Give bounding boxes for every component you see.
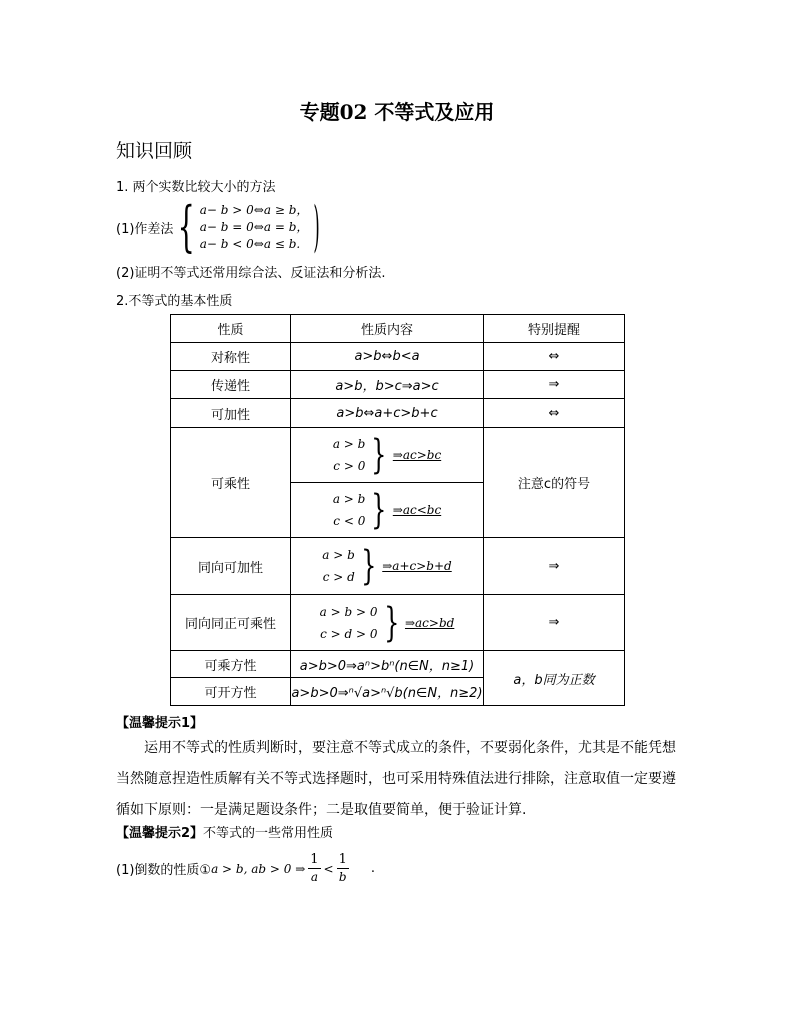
- tip-1-label: 【温馨提示1】: [116, 716, 204, 731]
- fraction: $\frac{1}{b}$: [338, 852, 347, 884]
- prop-note: ⇔: [484, 343, 625, 371]
- diff-method-label: (1)作差法: [116, 221, 174, 237]
- table-header-row: [171, 315, 625, 343]
- cond: c > d > 0: [320, 626, 378, 641]
- page-title: 专题02 不等式及应用: [299, 100, 495, 124]
- diff-lines: [200, 202, 309, 253]
- cond: a > b: [322, 548, 355, 562]
- left-brace: {: [178, 195, 196, 258]
- reciprocal-property: [116, 852, 375, 885]
- tip-2: [116, 822, 333, 841]
- table-header: 特别提醒: [484, 315, 625, 343]
- prop-note: ⇒: [484, 538, 625, 595]
- prop-content: a>b，b>c⇒a>c: [291, 371, 484, 399]
- table-header: 性质: [171, 315, 291, 343]
- prop-content: a>b>0⇒aⁿ>bⁿ(n∈N，n≥1): [291, 651, 484, 678]
- prop-name: 对称性: [171, 343, 291, 371]
- prop-note: ⇔: [484, 399, 625, 428]
- prop-content: a > b c < 0 } ⇒ac<bc: [291, 483, 484, 538]
- tip-2-text: 不等式的一些常用性质: [203, 826, 334, 841]
- fraction: $\frac{1}{a}$: [310, 852, 319, 884]
- recip-label: (1)倒数的性质①: [116, 863, 212, 878]
- prop-content: a>b>0⇒ⁿ√a>ⁿ√b(n∈N，n≥2): [291, 678, 484, 706]
- result: ⇒ac>bd: [404, 615, 455, 630]
- prop-note: ⇒: [484, 595, 625, 651]
- tip-2-label: 【温馨提示2】: [116, 826, 204, 841]
- prop-name: 同向同正可乘性: [171, 595, 291, 651]
- table-row: [171, 399, 625, 428]
- table-header: 性质内容: [291, 315, 484, 343]
- recip-cond: a > b, ab > 0 ⇒: [211, 861, 306, 876]
- section-heading: 知识回顾: [116, 140, 193, 162]
- table-row: [171, 538, 625, 595]
- table-row: [171, 428, 625, 483]
- prop-note: 注意c的符号: [484, 428, 625, 538]
- cond: a > b > 0: [319, 604, 378, 619]
- result: ⇒ac>bc: [392, 448, 442, 462]
- prop-name: 传递性: [171, 371, 291, 399]
- cond: c > 0: [333, 459, 366, 473]
- prop-note: a，b同为正数: [484, 651, 625, 706]
- prop-content: a > b > 0 c > d > 0 } ⇒ac>bd: [291, 595, 484, 651]
- table-row: [171, 343, 625, 371]
- prop-name: 可乘性: [171, 428, 291, 538]
- table-row: [171, 371, 625, 399]
- prop-name: 可乘方性: [171, 651, 291, 678]
- item-1-2: (2)证明不等式还常用综合法、反证法和分析法.: [116, 266, 386, 281]
- tip-1-text: 运用不等式的性质判断时，要注意不等式成立的条件，不要弱化条件，尤其是不能凭想当然随意捏造性质解有关不等式选择题时，也可采用特殊值法进行排除，注意取值一定要遵循如下原则：一是满足题设条件；二是取值要简单，便于验证计算.: [116, 740, 676, 818]
- cond: c < 0: [333, 514, 366, 528]
- diff-line: a− b = 0⇔a = b，: [199, 219, 309, 234]
- prop-name: 同向可加性: [171, 538, 291, 595]
- period: .: [370, 861, 376, 876]
- diff-line: a− b < 0⇔a ≤ b.: [199, 236, 301, 251]
- prop-name: 可加性: [171, 399, 291, 428]
- table-row: [171, 651, 625, 678]
- table-row: [171, 595, 625, 651]
- result: ⇒a+c>b+d: [382, 559, 452, 573]
- properties-table: [170, 314, 625, 706]
- item-2: 2.不等式的基本性质: [116, 294, 233, 309]
- prop-content: a > b c > 0 } ⇒ac>bc: [291, 428, 484, 483]
- cond: c > d: [322, 570, 355, 584]
- lt-sign: <: [323, 861, 334, 876]
- cond: a > b: [332, 437, 366, 451]
- prop-content: a > b c > d } ⇒a+c>b+d: [291, 538, 484, 595]
- prop-content: a>b⇔b<a: [291, 343, 484, 371]
- right-paren: ): [313, 195, 321, 258]
- prop-note: ⇒: [484, 371, 625, 399]
- prop-name: 可开方性: [171, 678, 291, 706]
- result: ⇒ac<bc: [392, 503, 442, 517]
- prop-content: a>b⇔a+c>b+c: [291, 399, 484, 428]
- cond: a > b: [332, 492, 366, 506]
- diff-method: [116, 195, 327, 258]
- item-1: 1. 两个实数比较大小的方法: [116, 180, 276, 195]
- diff-line: a− b > 0⇔a ≥ b，: [199, 202, 309, 217]
